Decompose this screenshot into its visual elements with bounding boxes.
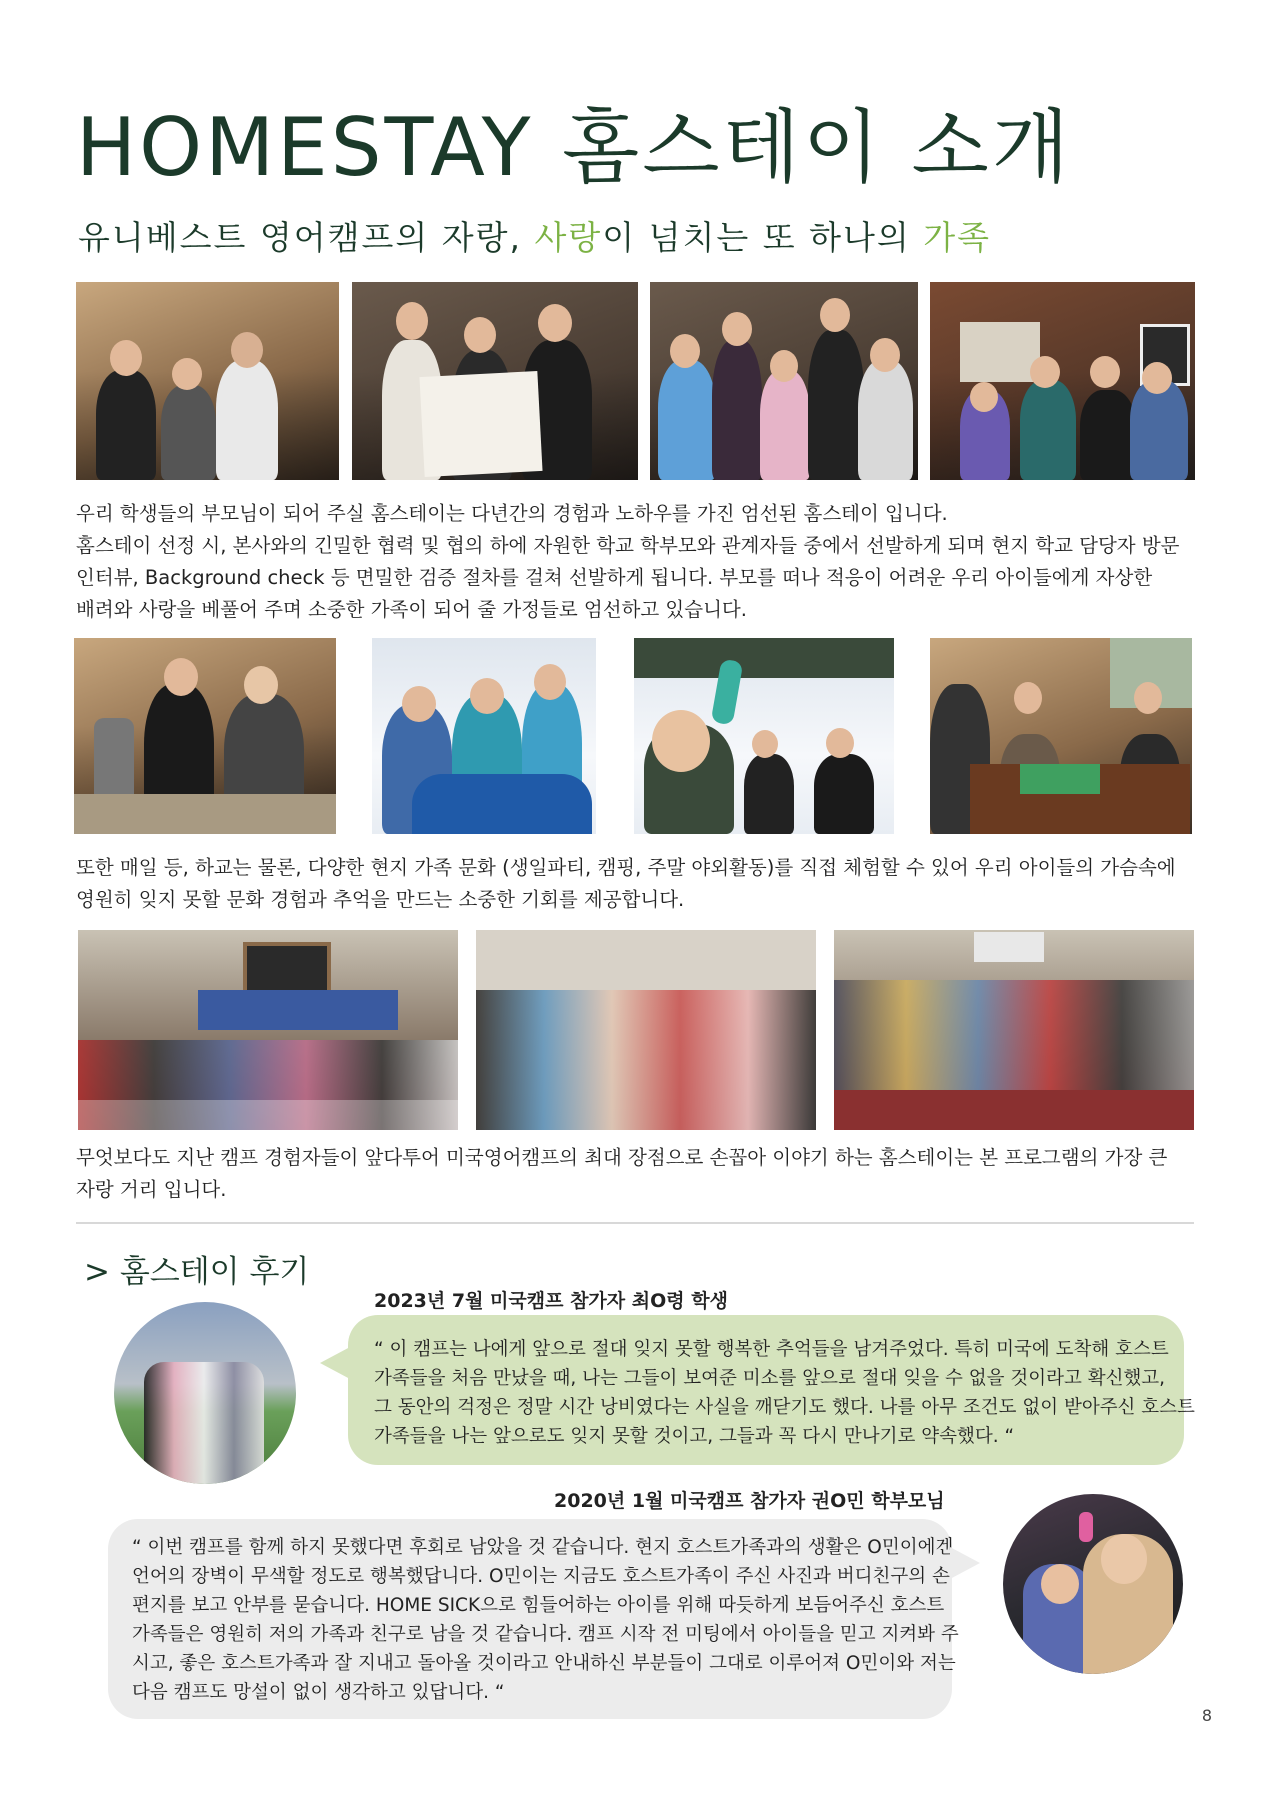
subtitle-part-3: 이 넘치는 또 하나의 xyxy=(602,218,924,257)
review-1-line-3: 그 동안의 걱정은 정말 시간 낭비였다는 사실을 깨닫기도 했다. 나를 아무 조건도 없이 받아주신 호스트 xyxy=(374,1397,1195,1418)
photo-row-2 xyxy=(0,638,1288,834)
highlight-line-1: 무엇보다도 지난 캠프 경험자들이 앞다투어 미국영어캠프의 최대 장점으로 손꼽아 이야기 하는 홈스테이는 본 프로그램의 가장 큰 xyxy=(76,1146,1168,1169)
subtitle-accent-love: 사랑 xyxy=(534,218,603,257)
intro-line-1: 우리 학생들의 부모님이 되어 주실 홈스테이는 다년간의 경험과 노하우를 가진 엄선된 홈스테이 입니다. xyxy=(76,502,948,525)
review-1-line-4: 가족들을 나는 앞으로도 잊지 못할 것이고, 그들과 꼭 다시 만나기로 약속했다. “ xyxy=(374,1426,1015,1447)
group-photo-auditorium xyxy=(834,930,1194,1130)
photo-row-1 xyxy=(0,282,1288,480)
review-2-line-3: 편지를 보고 안부를 묻습니다. HOME SICK으로 힘들어하는 아이를 위해 따듯하게 보듬어주신 호스트 xyxy=(132,1595,945,1616)
reviews-heading: > 홈스테이 후기 xyxy=(84,1254,310,1290)
group-photo-living-room xyxy=(476,930,816,1130)
homestay-photo-2 xyxy=(352,282,638,480)
review-2-line-5: 시고, 좋은 호스트가족과 잘 지내고 돌아올 것이라고 안내하신 부분들이 그대로 이루어져 O민이와 저는 xyxy=(132,1653,956,1674)
intro-line-2: 홈스테이 선정 시, 본사와의 긴밀한 협력 및 협의 하에 자원한 학교 학부모와 관계자들 중에서 선발하게 되며 현지 학교 담당자 방문 xyxy=(76,534,1180,557)
homestay-photo-4 xyxy=(930,282,1195,480)
review-2-line-2: 언어의 장벽이 무색할 정도로 행복했답니다. O민이는 지금도 호스트가족이 주신 사진과 버디친구의 손 xyxy=(132,1566,950,1587)
review-1-line-2: 가족들을 처음 만났을 때, 나는 그들이 보여준 미소를 앞으로 절대 잊을 수 없을 것이라고 확신했고, xyxy=(374,1368,1166,1389)
review-2-line-1: “ 이번 캠프를 함께 하지 못했다면 후회로 남았을 것 같습니다. 현지 호스트가족과의 생활은 O민이에겐 xyxy=(132,1537,954,1558)
activity-photo-snow-day xyxy=(634,638,894,834)
review-2-line-6: 다음 캠프도 망설이 없이 생각하고 있답니다. “ xyxy=(132,1682,505,1703)
review-1-line-1: “ 이 캠프는 나에게 앞으로 절대 잊지 못할 행복한 추억들을 남겨주었다. 특히 미국에 도착해 호스트 xyxy=(374,1339,1169,1360)
review-1-title: 2023년 7월 미국캠프 참가자 최O령 학생 xyxy=(374,1290,728,1312)
activity-photo-sled xyxy=(372,638,596,834)
intro-line-4: 배려와 사랑을 베풀어 주며 소중한 가족이 되어 줄 가정들로 엄선하고 있습니다. xyxy=(76,598,747,621)
highlight-paragraph xyxy=(76,1142,1216,1206)
subtitle-accent-family: 가족 xyxy=(923,218,992,257)
page-subtitle xyxy=(78,212,991,259)
section-divider xyxy=(76,1222,1194,1224)
culture-paragraph xyxy=(76,852,1216,916)
activity-photo-board-game xyxy=(930,638,1192,834)
culture-line-1: 또한 매일 등, 하교는 물론, 다양한 현지 가족 문화 (생일파티, 캠핑, 주말 야외활동)를 직접 체험할 수 있어 우리 아이들의 가슴속에 xyxy=(76,856,1176,879)
review-1-bubble xyxy=(348,1315,1195,1465)
review-2-avatar xyxy=(1003,1494,1183,1674)
homestay-photo-3 xyxy=(650,282,918,480)
highlight-line-2: 자랑 거리 입니다. xyxy=(76,1178,227,1201)
group-photo-classroom xyxy=(78,930,458,1130)
review-2-line-4: 가족들은 영원히 저의 가족과 친구로 남을 것 같습니다. 캠프 시작 전 미팅에서 아이들을 믿고 지켜봐 주 xyxy=(132,1624,959,1645)
review-1-avatar xyxy=(114,1302,296,1484)
page-number: 8 xyxy=(1201,1706,1212,1725)
subtitle-part-1: 유니베스트 영어캠프의 자랑, xyxy=(78,218,535,257)
homestay-photo-1 xyxy=(76,282,339,480)
intro-paragraph xyxy=(76,498,1216,626)
review-2-title: 2020년 1월 미국캠프 참가자 권O민 학부모님 xyxy=(554,1490,945,1512)
intro-line-3: 인터뷰, Background check 등 면밀한 검증 절차를 걸쳐 선발하게 됩니다. 부모를 떠나 적응이 어려운 우리 아이들에게 자상한 xyxy=(76,566,1153,589)
culture-line-2: 영원히 잊지 못할 문화 경험과 추억을 만드는 소중한 기회를 제공합니다. xyxy=(76,888,685,911)
photo-row-3 xyxy=(0,930,1288,1130)
activity-photo-kitchen xyxy=(74,638,336,834)
page-title: HOMESTAY 홈스테이 소개 xyxy=(76,101,1073,194)
review-2-bubble xyxy=(108,1519,959,1719)
